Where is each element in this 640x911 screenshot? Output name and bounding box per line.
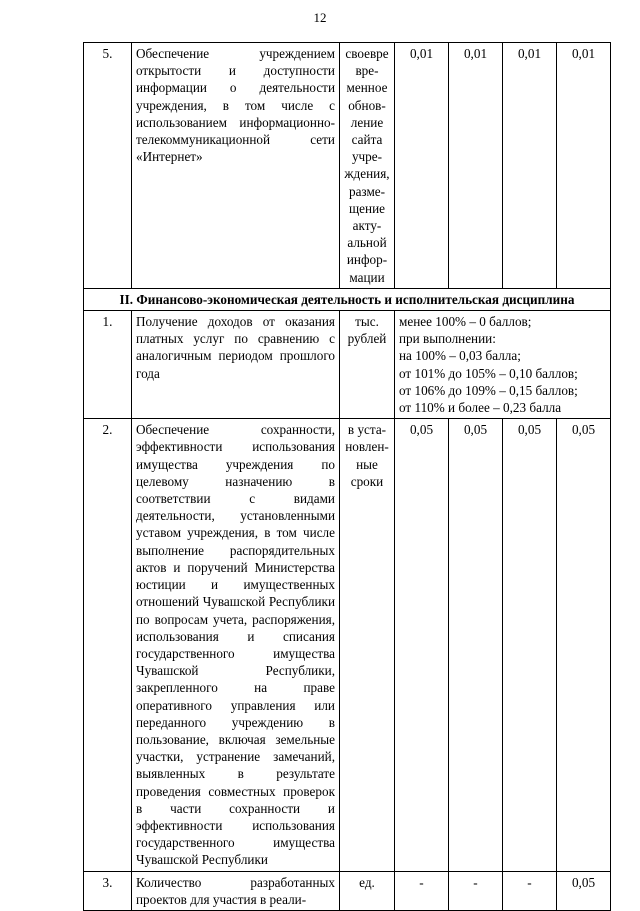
measurement-unit xyxy=(340,419,395,871)
unit-line: менное xyxy=(346,80,388,96)
value-cell: 0,05 xyxy=(449,419,503,871)
unit-line: сайта xyxy=(351,132,383,148)
criteria-line: от 106% до 109% – 0,15 баллов; xyxy=(399,382,578,398)
criteria-line: на 100% – 0,03 балла; xyxy=(399,348,521,364)
section-title: II. Финансово-экономическая деятельность и исполнительская дисциплина xyxy=(84,288,611,310)
unit-line: ждения, xyxy=(344,166,390,182)
unit-line: сроки xyxy=(350,473,384,489)
row-number: 1. xyxy=(84,311,132,419)
value-cell: 0,05 xyxy=(503,419,557,871)
section-header-row xyxy=(84,288,611,310)
table-row-3 xyxy=(84,871,611,910)
row-number: 2. xyxy=(84,419,132,871)
table-row-2 xyxy=(84,419,611,871)
indicators-table xyxy=(83,42,611,911)
unit-line: вре- xyxy=(355,63,379,79)
unit-line: новлен- xyxy=(345,439,389,455)
value-cell: - xyxy=(503,871,557,910)
unit-line: обнов- xyxy=(348,97,386,113)
evaluation-criteria xyxy=(395,311,611,419)
row-number: 3. xyxy=(84,871,132,910)
value-cell: 0,01 xyxy=(449,43,503,289)
indicator-text: Обеспечение сохранности, эффективности использования имущества учреждения по целевому назначению в соответствии с видами деятельности, установленными уставом учреждения, в том числе выполнение распорядительных актов и поручений Министерства юстиции и имущественных отношений Чувашской Республики по вопросам учета, распоряжения, использования и списания государственного имущества Чувашской Республики, закрепленного на праве оперативного управления или переданного учреждению в пользование, включая земельные участки, устранение замечаний, выявленных в результате проведения совместных проверок в части сохранности и эффективности использования государственного имущества Чувашской Республики xyxy=(132,419,340,871)
unit-line: ление xyxy=(350,114,384,130)
measurement-unit xyxy=(340,311,395,419)
unit-line: инфор- xyxy=(346,252,388,268)
table-row-5 xyxy=(84,43,611,289)
measurement-unit xyxy=(340,43,395,289)
unit-line: рублей xyxy=(347,331,387,347)
indicator-text: Количество разработанных проектов для участия в реали- xyxy=(132,871,340,910)
unit-line: щение xyxy=(349,200,385,216)
unit-line: акту- xyxy=(352,218,382,234)
criteria-line: от 101% до 105% – 0,10 баллов; xyxy=(399,365,578,381)
value-cell: 0,05 xyxy=(557,871,611,910)
value-cell: - xyxy=(395,871,449,910)
unit-line: альной xyxy=(347,235,387,251)
unit-line: в уста- xyxy=(347,422,387,438)
value-cell: - xyxy=(449,871,503,910)
indicator-text: Обеспечение учреждением открытости и доступности информации о деятельности учреждения, в том числе с использованием информационно-телекоммуникационной сети «Интернет» xyxy=(132,43,340,289)
value-cell: 0,01 xyxy=(395,43,449,289)
unit-line: мации xyxy=(349,269,385,285)
value-cell: 0,01 xyxy=(503,43,557,289)
page-number: 12 xyxy=(313,10,327,25)
value-cell: 0,05 xyxy=(557,419,611,871)
indicator-text: Получение доходов от оказания платных услуг по сравнению с аналогичным периодом прошлого года xyxy=(132,311,340,419)
row-number: 5. xyxy=(84,43,132,289)
criteria-line: от 110% и более – 0,23 балла xyxy=(399,400,562,416)
value-cell: 0,01 xyxy=(557,43,611,289)
unit-line: своевре xyxy=(345,46,389,61)
value-cell: 0,05 xyxy=(395,419,449,871)
criteria-line: менее 100% – 0 баллов; xyxy=(399,314,532,330)
unit-line: тыс. xyxy=(355,314,379,330)
measurement-unit: ед. xyxy=(340,871,395,910)
unit-line: ные xyxy=(356,456,378,472)
criteria-line: при выполнении: xyxy=(399,331,496,347)
unit-line: разме- xyxy=(348,183,386,199)
unit-line: учре- xyxy=(351,149,383,165)
table-row-1 xyxy=(84,311,611,419)
